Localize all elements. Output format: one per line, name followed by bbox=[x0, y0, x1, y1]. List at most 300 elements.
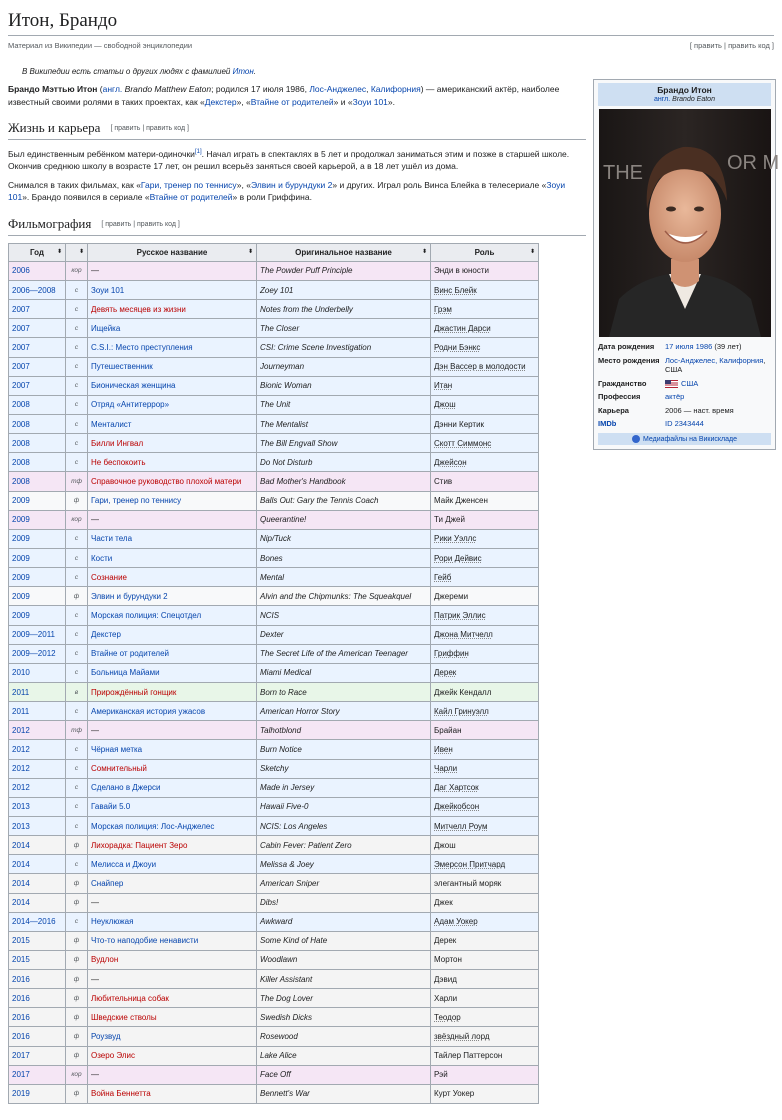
cell-original-title: Queerantine! bbox=[257, 510, 431, 529]
cell-original-title: Talhotblond bbox=[257, 721, 431, 740]
cell-year[interactable]: 2009 bbox=[9, 606, 66, 625]
cell-genre: тф bbox=[66, 721, 88, 740]
cell-russian-title[interactable]: Втайне от родителей bbox=[88, 644, 257, 663]
cell-role: Рэй bbox=[431, 1065, 539, 1084]
imdb-id-link[interactable]: ID 2343444 bbox=[665, 419, 704, 428]
cell-russian-title[interactable]: Части тела bbox=[88, 529, 257, 548]
cell-russian-title[interactable]: Что-то наподобие ненависти bbox=[88, 931, 257, 950]
cell-year[interactable]: 2009 bbox=[9, 548, 66, 567]
hatnote-end: . bbox=[253, 67, 256, 76]
cell-genre: с bbox=[66, 338, 88, 357]
cell-role: Майк Дженсен bbox=[431, 491, 539, 510]
birthplace-link[interactable]: Лос-Анджелес, Калифорния bbox=[665, 355, 764, 365]
cell-original-title: The Powder Puff Principle bbox=[257, 261, 431, 280]
cell-year[interactable]: 2009 bbox=[9, 510, 66, 529]
header-genre[interactable] bbox=[66, 243, 88, 261]
cell-genre: с bbox=[66, 395, 88, 414]
table-row bbox=[9, 568, 539, 587]
cell-year[interactable]: 2016 bbox=[9, 989, 66, 1008]
profession-link[interactable]: актёр bbox=[665, 392, 685, 401]
cell-russian-title[interactable]: Роузвуд bbox=[88, 1027, 257, 1046]
cell-year[interactable]: 2012 bbox=[9, 740, 66, 759]
cell-original-title: Hawaii Five-0 bbox=[257, 797, 431, 816]
table-row bbox=[9, 797, 539, 816]
cell-original-title: Mental bbox=[257, 568, 431, 587]
cell-role: Теодор bbox=[431, 1008, 539, 1027]
cell-original-title: The Mentalist bbox=[257, 414, 431, 433]
cell-role: Дерек bbox=[431, 931, 539, 950]
cell-year[interactable]: 2008 bbox=[9, 395, 66, 414]
cell-year[interactable]: 2010 bbox=[9, 663, 66, 682]
cell-year[interactable]: 2007 bbox=[9, 319, 66, 338]
cell-genre: с bbox=[66, 702, 88, 721]
cell-year[interactable]: 2007 bbox=[9, 357, 66, 376]
table-row bbox=[9, 759, 539, 778]
cell-role: Дэнни Кертик bbox=[431, 414, 539, 433]
infobox-original-name: Brando Eaton bbox=[672, 96, 715, 103]
hatnote-text: В Википедии есть статьи о других людях с фамилией bbox=[22, 67, 233, 76]
cell-original-title: Burn Notice bbox=[257, 740, 431, 759]
row-label: Дата рождения bbox=[598, 342, 655, 351]
cell-genre: с bbox=[66, 414, 88, 433]
cell-role: Митчелл Роум bbox=[431, 816, 539, 835]
cell-russian-title[interactable]: Бионическая женщина bbox=[88, 376, 257, 395]
cell-original-title: Sketchy bbox=[257, 759, 431, 778]
cell-original-title: American Sniper bbox=[257, 874, 431, 893]
cell-russian-title[interactable]: Любительница собак bbox=[88, 989, 257, 1008]
cell-role: Грэм bbox=[431, 300, 539, 319]
cell-year[interactable]: 2009 bbox=[9, 568, 66, 587]
cell-year[interactable]: 2009—2012 bbox=[9, 644, 66, 663]
cell-russian-title[interactable]: Неуклюжая bbox=[88, 912, 257, 931]
table-row bbox=[9, 663, 539, 682]
infobox-lang-link[interactable]: англ. bbox=[654, 96, 671, 103]
table-row bbox=[9, 319, 539, 338]
usa-flag-icon bbox=[665, 380, 678, 388]
table-row bbox=[9, 357, 539, 376]
cell-year[interactable]: 2006 bbox=[9, 261, 66, 280]
cell-year[interactable]: 2009—2011 bbox=[9, 625, 66, 644]
sort-icon[interactable]: ⬍ bbox=[78, 248, 84, 255]
cell-original-title: Cabin Fever: Patient Zero bbox=[257, 836, 431, 855]
table-row bbox=[9, 721, 539, 740]
cell-year[interactable]: 2013 bbox=[9, 797, 66, 816]
cell-role: Чарли bbox=[431, 759, 539, 778]
cell-role: Адам Уокер bbox=[431, 912, 539, 931]
cell-russian-title[interactable]: Справочное руководство плохой матери bbox=[88, 472, 257, 491]
table-row bbox=[9, 912, 539, 931]
cell-genre: с bbox=[66, 606, 88, 625]
table-row bbox=[9, 1027, 539, 1046]
cell-genre: тф bbox=[66, 472, 88, 491]
cell-role: Джек bbox=[431, 893, 539, 912]
cell-original-title: Dexter bbox=[257, 625, 431, 644]
cell-russian-title[interactable]: Чёрная метка bbox=[88, 740, 257, 759]
table-row bbox=[9, 855, 539, 874]
cell-genre: с bbox=[66, 797, 88, 816]
cell-russian-title[interactable]: Декстер bbox=[88, 625, 257, 644]
hatnote-link[interactable]: Итон bbox=[232, 67, 254, 76]
career-value: 2006 — наст. время bbox=[665, 405, 734, 415]
cell-year[interactable]: 2017 bbox=[9, 1065, 66, 1084]
cell-original-title: Face Off bbox=[257, 1065, 431, 1084]
portrait-photo[interactable] bbox=[599, 109, 779, 337]
table-row bbox=[9, 281, 539, 300]
cell-russian-title[interactable]: Билли Ингвал bbox=[88, 434, 257, 453]
cell-year[interactable]: 2013 bbox=[9, 816, 66, 835]
cell-original-title: Bennett's War bbox=[257, 1084, 431, 1103]
cell-russian-title[interactable]: Снайпер bbox=[88, 874, 257, 893]
intro-name: Брандо Мэттью Итон bbox=[8, 84, 98, 94]
infobox-row-career bbox=[598, 404, 771, 418]
commons-icon bbox=[632, 435, 640, 443]
cell-year[interactable]: 2012 bbox=[9, 721, 66, 740]
cell-role: Джереми bbox=[431, 587, 539, 606]
cell-role: Дэн Вассер в молодости bbox=[431, 357, 539, 376]
commons-link[interactable]: Медиафайлы на Викискладе bbox=[642, 435, 737, 443]
cell-original-title: Made in Jersey bbox=[257, 778, 431, 797]
table-row bbox=[9, 338, 539, 357]
cell-role: Мортон bbox=[431, 950, 539, 969]
cell-role: Даг Хартсок bbox=[431, 778, 539, 797]
cell-role: Ти Джей bbox=[431, 510, 539, 529]
cell-russian-title[interactable]: Ищейка bbox=[88, 319, 257, 338]
cell-role: Дерек bbox=[431, 663, 539, 682]
sort-icon[interactable]: ⬍ bbox=[247, 248, 253, 255]
infobox-title: Брандо Итон bbox=[598, 83, 771, 96]
cell-original-title: Killer Assistant bbox=[257, 970, 431, 989]
cell-year[interactable]: 2007 bbox=[9, 338, 66, 357]
cell-russian-title[interactable]: C.S.I.: Место преступления bbox=[88, 338, 257, 357]
cell-genre: с bbox=[66, 816, 88, 835]
cell-role: Джош bbox=[431, 395, 539, 414]
cell-role: Харли bbox=[431, 989, 539, 1008]
cell-year[interactable]: 2014 bbox=[9, 855, 66, 874]
cell-role: Дэвид bbox=[431, 970, 539, 989]
sort-icon[interactable]: ⬍ bbox=[421, 248, 427, 255]
table-row bbox=[9, 970, 539, 989]
table-row bbox=[9, 529, 539, 548]
cell-original-title: Alvin and the Chipmunks: The Squeakquel bbox=[257, 587, 431, 606]
cell-genre: ф bbox=[66, 950, 88, 969]
page-title: Итон, Брандо bbox=[8, 0, 774, 36]
table-row bbox=[9, 453, 539, 472]
cell-year[interactable]: 2009 bbox=[9, 491, 66, 510]
table-row bbox=[9, 1084, 539, 1103]
sort-icon[interactable]: ⬍ bbox=[529, 248, 535, 255]
cell-original-title: Some Kind of Hate bbox=[257, 931, 431, 950]
film-link-zoey[interactable]: Зоуи 101 bbox=[8, 179, 566, 203]
cell-year[interactable]: 2016 bbox=[9, 970, 66, 989]
cell-genre: ф bbox=[66, 1027, 88, 1046]
show-link-zoey[interactable]: Зоуи 101 bbox=[352, 96, 388, 107]
section-filmography-edit[interactable]: [ править | править код ] bbox=[101, 220, 180, 228]
cell-genre: ф bbox=[66, 1008, 88, 1027]
cell-role: Джейкобсон bbox=[431, 797, 539, 816]
cell-russian-title[interactable]: Кости bbox=[88, 548, 257, 567]
cell-russian-title[interactable]: Сомнительный bbox=[88, 759, 257, 778]
infobox-row-profession bbox=[598, 390, 771, 404]
cell-genre: с bbox=[66, 568, 88, 587]
cell-role: Эмерсон Притчард bbox=[431, 855, 539, 874]
site-subtitle bbox=[8, 41, 774, 52]
state-link[interactable]: Калифорния bbox=[370, 84, 421, 94]
cell-original-title: NCIS: Los Angeles bbox=[257, 816, 431, 835]
cell-russian-title[interactable]: Вудлон bbox=[88, 950, 257, 969]
cell-role: Джейк Кендалл bbox=[431, 682, 539, 701]
cell-role: Джейсон bbox=[431, 453, 539, 472]
cell-original-title: Balls Out: Gary the Tennis Coach bbox=[257, 491, 431, 510]
cell-russian-title: — bbox=[88, 1065, 257, 1084]
table-row bbox=[9, 816, 539, 835]
infobox-row-imdb bbox=[598, 417, 771, 431]
cell-year[interactable]: 2017 bbox=[9, 1046, 66, 1065]
cell-role: Стив bbox=[431, 472, 539, 491]
show-link-dexter[interactable]: Декстер bbox=[204, 96, 237, 107]
cell-year[interactable]: 2014—2016 bbox=[9, 912, 66, 931]
cell-russian-title: — bbox=[88, 721, 257, 740]
cell-russian-title[interactable]: Больница Майами bbox=[88, 663, 257, 682]
table-row bbox=[9, 587, 539, 606]
cell-russian-title[interactable]: Морская полиция: Спецотдел bbox=[88, 606, 257, 625]
cell-year[interactable]: 2019 bbox=[9, 1084, 66, 1103]
cell-role: Винс Блейк bbox=[431, 281, 539, 300]
cell-genre: с bbox=[66, 759, 88, 778]
cell-role: Гейб bbox=[431, 568, 539, 587]
table-header-row bbox=[9, 243, 539, 261]
cell-year[interactable]: 2009 bbox=[9, 529, 66, 548]
section-life-heading: Жизнь и карьера bbox=[8, 120, 101, 135]
cell-original-title: CSI: Crime Scene Investigation bbox=[257, 338, 431, 357]
cell-original-title: The Secret Life of the American Teenager bbox=[257, 644, 431, 663]
cell-year[interactable]: 2011 bbox=[9, 682, 66, 701]
cell-russian-title[interactable]: Лихорадка: Пациент Зеро bbox=[88, 836, 257, 855]
hatnote bbox=[8, 66, 774, 77]
film-link-secret-life[interactable]: Втайне от родителей bbox=[149, 192, 233, 203]
cell-russian-title[interactable]: Шведские стволы bbox=[88, 1008, 257, 1027]
cell-genre: ф bbox=[66, 874, 88, 893]
cell-original-title: Melissa & Joey bbox=[257, 855, 431, 874]
cell-genre: кор bbox=[66, 261, 88, 280]
cell-original-title: Bad Mother's Handbook bbox=[257, 472, 431, 491]
cell-genre: с bbox=[66, 778, 88, 797]
cell-year[interactable]: 2008 bbox=[9, 414, 66, 433]
table-row bbox=[9, 434, 539, 453]
cell-russian-title[interactable]: Прирождённый гонщик bbox=[88, 682, 257, 701]
table-row bbox=[9, 931, 539, 950]
cell-russian-title[interactable]: Американская история ужасов bbox=[88, 702, 257, 721]
cell-genre: с bbox=[66, 529, 88, 548]
cell-genre: ф bbox=[66, 836, 88, 855]
film-link-gary[interactable]: Гари, тренер по теннису bbox=[140, 179, 237, 190]
cell-russian-title[interactable]: Гари, тренер по теннису bbox=[88, 491, 257, 510]
cell-russian-title: — bbox=[88, 893, 257, 912]
reference-link[interactable]: [1] bbox=[194, 149, 202, 156]
cell-russian-title[interactable]: Элвин и бурундуки 2 bbox=[88, 587, 257, 606]
cell-genre: в bbox=[66, 682, 88, 701]
header-russian-title[interactable]: Русское название ⬍ bbox=[88, 243, 257, 261]
section-life-edit[interactable]: [ править | править код ] bbox=[110, 125, 189, 133]
city-link[interactable]: Лос-Анджелес bbox=[309, 84, 367, 94]
cell-genre: с bbox=[66, 281, 88, 300]
header-year[interactable]: Год ⬍ bbox=[9, 243, 66, 261]
cell-original-title: Bionic Woman bbox=[257, 376, 431, 395]
sort-icon[interactable]: ⬍ bbox=[56, 248, 62, 255]
cell-russian-title[interactable]: Озеро Элис bbox=[88, 1046, 257, 1065]
section-filmography bbox=[8, 216, 586, 236]
cell-genre: с bbox=[66, 300, 88, 319]
table-row bbox=[9, 261, 539, 280]
cell-russian-title: — bbox=[88, 261, 257, 280]
cell-role: элегантный моряк bbox=[431, 874, 539, 893]
cell-genre: ф bbox=[66, 1046, 88, 1065]
cell-role: Скотт Симмонс bbox=[431, 434, 539, 453]
cell-year[interactable]: 2008 bbox=[9, 472, 66, 491]
page-edit-links[interactable]: [ править | править код ] bbox=[689, 41, 774, 50]
cell-year[interactable]: 2014 bbox=[9, 893, 66, 912]
table-row bbox=[9, 778, 539, 797]
cell-year[interactable]: 2011 bbox=[9, 702, 66, 721]
cell-year[interactable]: 2014 bbox=[9, 836, 66, 855]
cell-original-title: Awkward bbox=[257, 912, 431, 931]
cell-year[interactable]: 2015 bbox=[9, 931, 66, 950]
cell-role: Тайлер Паттерсон bbox=[431, 1046, 539, 1065]
citizenship-link[interactable]: США bbox=[681, 378, 699, 388]
lang-link[interactable]: англ. bbox=[102, 84, 123, 94]
infobox-subtitle bbox=[598, 96, 771, 106]
table-row bbox=[9, 472, 539, 491]
film-link-alvin[interactable]: Элвин и бурундуки 2 bbox=[250, 179, 333, 190]
cell-genre: с bbox=[66, 319, 88, 338]
table-row bbox=[9, 300, 539, 319]
table-row bbox=[9, 836, 539, 855]
filmography-table bbox=[8, 243, 539, 1104]
table-row bbox=[9, 1008, 539, 1027]
cell-genre: ф bbox=[66, 1084, 88, 1103]
cell-role: Патрик Эллис bbox=[431, 606, 539, 625]
cell-year[interactable]: 2015 bbox=[9, 950, 66, 969]
cell-year[interactable]: 2012 bbox=[9, 778, 66, 797]
cell-role: Брайан bbox=[431, 721, 539, 740]
table-row bbox=[9, 376, 539, 395]
infobox-row-citizenship bbox=[598, 377, 771, 391]
filmography-body bbox=[9, 261, 539, 1103]
cell-original-title: The Dog Lover bbox=[257, 989, 431, 1008]
cell-genre: с bbox=[66, 357, 88, 376]
cell-year[interactable]: 2016 bbox=[9, 1008, 66, 1027]
section-life bbox=[8, 120, 586, 140]
cell-original-title: The Unit bbox=[257, 395, 431, 414]
cell-year[interactable]: 2008 bbox=[9, 453, 66, 472]
original-name: Brando Matthew Eaton bbox=[122, 84, 212, 94]
imdb-label-link[interactable]: IMDb bbox=[598, 419, 617, 428]
cell-genre: ф bbox=[66, 587, 88, 606]
cell-russian-title[interactable]: Гавайи 5.0 bbox=[88, 797, 257, 816]
cell-year[interactable]: 2007 bbox=[9, 376, 66, 395]
cell-year[interactable]: 2007 bbox=[9, 300, 66, 319]
infobox bbox=[593, 79, 779, 450]
cell-russian-title[interactable]: Путешественник bbox=[88, 357, 257, 376]
cell-russian-title[interactable]: Сделано в Джерси bbox=[88, 778, 257, 797]
cell-russian-title[interactable]: Мелисса и Джоуи bbox=[88, 855, 257, 874]
life-paragraph-1: Был единственным ребёнком матери-одиночки[1]. Начал играть в спектаклях в 5 лет и продолжал заниматься этим и позже в старшей школе. Окончив среднюю школу в возрасте 17 лет, он решил всерьёз заняться своей карьерой, а в 18 лет ушёл из дома. bbox=[8, 148, 570, 172]
cell-russian-title: — bbox=[88, 970, 257, 989]
cell-original-title: Zoey 101 bbox=[257, 281, 431, 300]
cell-role: Джона Митчелл bbox=[431, 625, 539, 644]
birthdate-link[interactable]: 17 июля 1986 bbox=[665, 342, 713, 351]
cell-role: звёздный лорд bbox=[431, 1027, 539, 1046]
row-label: Карьера bbox=[598, 405, 629, 415]
cell-russian-title[interactable]: Сознание bbox=[88, 568, 257, 587]
table-row bbox=[9, 950, 539, 969]
cell-original-title: Swedish Dicks bbox=[257, 1008, 431, 1027]
cell-genre: ф bbox=[66, 491, 88, 510]
table-row bbox=[9, 414, 539, 433]
cell-role: Итан bbox=[431, 376, 539, 395]
header-role[interactable]: Роль ⬍ bbox=[431, 243, 539, 261]
cell-year[interactable]: 2006—2008 bbox=[9, 281, 66, 300]
svg-text:OR M: OR M bbox=[726, 152, 779, 174]
site-sub-text: Материал из Википедии — свободной энциклопедии bbox=[8, 41, 193, 50]
cell-russian-title[interactable]: Девять месяцев из жизни bbox=[88, 300, 257, 319]
cell-genre: кор bbox=[66, 1065, 88, 1084]
cell-year[interactable]: 2014 bbox=[9, 874, 66, 893]
svg-text:THE: THE bbox=[602, 162, 643, 184]
row-label: Профессия bbox=[598, 392, 641, 401]
table-row bbox=[9, 548, 539, 567]
cell-genre: с bbox=[66, 548, 88, 567]
cell-genre: ф bbox=[66, 931, 88, 950]
table-row bbox=[9, 1065, 539, 1084]
section-filmography-heading: Фильмография bbox=[8, 215, 92, 231]
cell-genre: с bbox=[66, 644, 88, 663]
table-row bbox=[9, 989, 539, 1008]
cell-year[interactable]: 2008 bbox=[9, 434, 66, 453]
cell-original-title: Do Not Disturb bbox=[257, 453, 431, 472]
cell-russian-title[interactable]: Отряд «Антитеррор» bbox=[88, 395, 257, 414]
show-link-secret-life[interactable]: Втайне от родителей bbox=[250, 96, 334, 107]
cell-russian-title[interactable]: Не беспокоить bbox=[88, 453, 257, 472]
commons-link-row[interactable] bbox=[598, 433, 771, 445]
cell-role: Рики Уэллс bbox=[431, 529, 539, 548]
cell-original-title: Born to Race bbox=[257, 682, 431, 701]
cell-year[interactable]: 2009 bbox=[9, 587, 66, 606]
cell-original-title: Miami Medical bbox=[257, 663, 431, 682]
cell-genre: с bbox=[66, 663, 88, 682]
cell-role: Гриффин bbox=[431, 644, 539, 663]
cell-genre: с bbox=[66, 855, 88, 874]
cell-russian-title[interactable]: Менталист bbox=[88, 414, 257, 433]
cell-role: Кайл Гринуэлл bbox=[431, 702, 539, 721]
cell-original-title: Lake Alice bbox=[257, 1046, 431, 1065]
infobox-row-birthplace: Место рождения Лос-Анджелес, Калифорния, США bbox=[598, 355, 766, 374]
cell-year[interactable]: 2016 bbox=[9, 1027, 66, 1046]
cell-russian-title[interactable]: Зоуи 101 bbox=[88, 281, 257, 300]
cell-original-title: American Horror Story bbox=[257, 702, 431, 721]
cell-genre: ф bbox=[66, 989, 88, 1008]
cell-genre: ф bbox=[66, 970, 88, 989]
cell-russian-title[interactable]: Война Беннетта bbox=[88, 1084, 257, 1103]
table-row bbox=[9, 510, 539, 529]
cell-russian-title: — bbox=[88, 510, 257, 529]
cell-year[interactable]: 2012 bbox=[9, 759, 66, 778]
cell-role: Курт Уокер bbox=[431, 1084, 539, 1103]
header-original-title[interactable]: Оригинальное название ⬍ bbox=[257, 243, 431, 261]
cell-russian-title[interactable]: Морская полиция: Лос-Анджелес bbox=[88, 816, 257, 835]
table-row bbox=[9, 606, 539, 625]
cell-original-title: Woodlawn bbox=[257, 950, 431, 969]
table-row bbox=[9, 893, 539, 912]
